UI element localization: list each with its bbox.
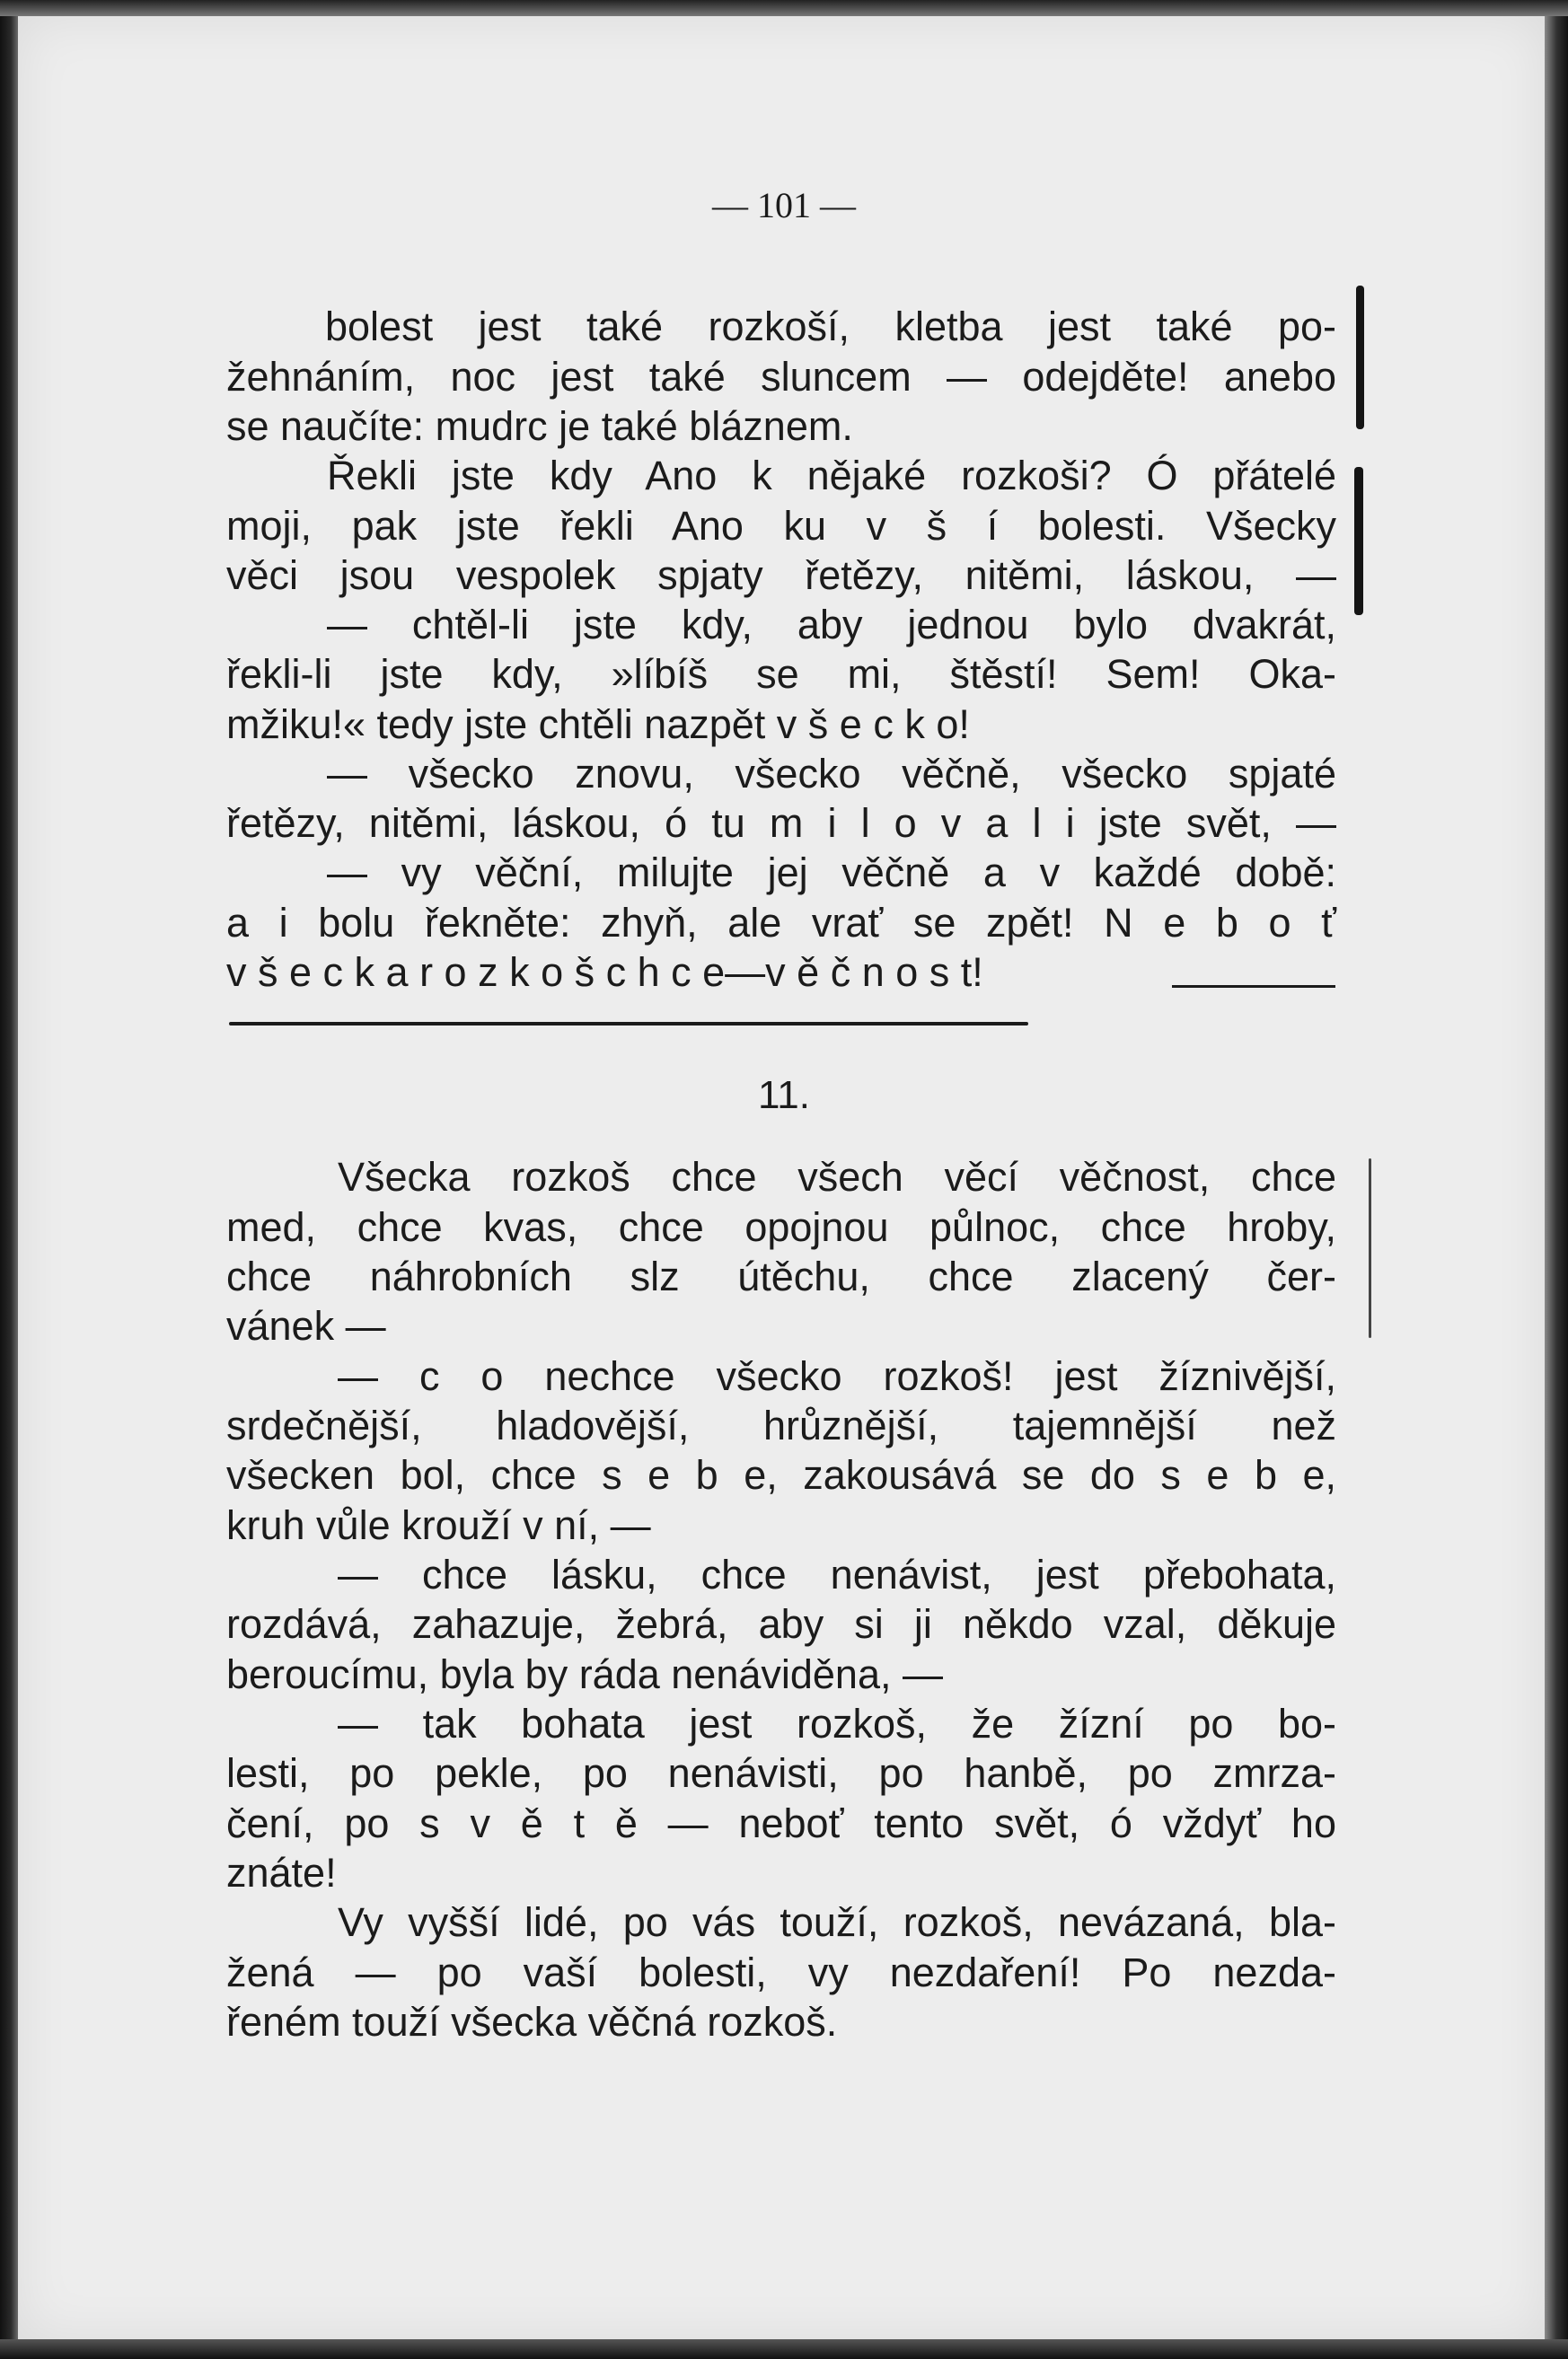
- text-line: chce náhrobních slz útěchu, chce zlacený čer-: [226, 1254, 1336, 1299]
- margin-mark: [1369, 1158, 1371, 1338]
- text-line: rozdává, zahazuje, žebrá, aby si ji někdo vzal, děkuje: [226, 1601, 1336, 1647]
- section-divider-rule: [229, 1022, 1028, 1025]
- text-line: mžiku!« tedy jste chtěli nazpět v š e c k o!: [226, 701, 970, 747]
- text-line: řeném touží všecka věčná rozkoš.: [226, 1999, 838, 2045]
- text-line: žená — po vaší bolesti, vy nezdaření! Po nezda-: [226, 1950, 1336, 1995]
- text-line: moji, pak jste řekli Ano ku v š í bolesti. Všecky: [226, 503, 1336, 549]
- margin-mark: [1354, 467, 1363, 615]
- text-line: — všecko znovu, všecko věčně, všecko spjaté: [327, 751, 1336, 797]
- bottom-page-edge: [0, 2339, 1568, 2359]
- right-page-edge: [1545, 0, 1568, 2359]
- margin-mark: [1356, 286, 1364, 429]
- text-line: řetězy, nitěmi, láskou, ó tu m i l o v a l i jste svět, —: [226, 800, 1336, 846]
- text-line: všecken bol, chce s e b e, zakousává se do s e b e,: [226, 1452, 1336, 1498]
- text-line: věci jsou vespolek spjaty řetězy, nitěmi, láskou, —: [226, 552, 1336, 598]
- text-line: Vy vyšší lidé, po vás touží, rozkoš, nevázaná, bla-: [338, 1899, 1336, 1945]
- text-line: Všecka rozkoš chce všech věcí věčnost, chce: [338, 1154, 1336, 1200]
- text-line: a i bolu řekněte: zhyň, ale vrať se zpět! N e b o ť: [226, 900, 1336, 946]
- page-number: — 101 —: [712, 185, 856, 225]
- text-line: — chtěl-li jste kdy, aby jednou bylo dvakrát,: [327, 602, 1336, 647]
- text-line: med, chce kvas, chce opojnou půlnoc, chce hroby,: [226, 1204, 1336, 1250]
- top-page-edge: [0, 0, 1568, 16]
- text-line: se naučíte: mudrc je také bláznem.: [226, 403, 853, 449]
- text-line: — c o nechce všecko rozkoš! jest žíznivější,: [338, 1353, 1336, 1399]
- text-line: čení, po s v ě t ě — neboť tento svět, ó vždyť ho: [226, 1800, 1336, 1846]
- text-line: lesti, po pekle, po nenávisti, po hanbě, po zmrza-: [226, 1750, 1336, 1796]
- text-line: bolest jest také rozkoší, kletba jest také po-: [325, 304, 1336, 349]
- text-line: žehnáním, noc jest také sluncem — odejděte! anebo: [226, 354, 1336, 400]
- text-line: srdečnější, hladovější, hrůznější, tajemnější než: [226, 1403, 1336, 1448]
- left-page-edge: [0, 0, 18, 2359]
- text-line: Řekli jste kdy Ano k nějaké rozkoši? Ó přátelé: [327, 453, 1336, 498]
- text-line: vánek —: [226, 1303, 386, 1349]
- text-line: — chce lásku, chce nenávist, jest přebohata,: [338, 1552, 1336, 1598]
- text-line: v š e c k a r o z k o š c h c e—v ě č n o s t!: [226, 949, 983, 995]
- section-heading: 11.: [758, 1073, 810, 1117]
- text-line: — vy věční, milujte jej věčně a v každé době:: [327, 849, 1336, 895]
- text-line: — tak bohata jest rozkoš, že žízní po bo-: [338, 1701, 1336, 1747]
- text-line: kruh vůle krouží v ní, —: [226, 1502, 651, 1548]
- text-line: beroucímu, byla by ráda nenáviděna, —: [226, 1651, 943, 1697]
- text-line: řekli-li jste kdy, »líbíš se mi, štěstí! Sem! Oka-: [226, 651, 1336, 697]
- emphasis-underline: [1172, 985, 1335, 988]
- text-line: znáte!: [226, 1850, 337, 1896]
